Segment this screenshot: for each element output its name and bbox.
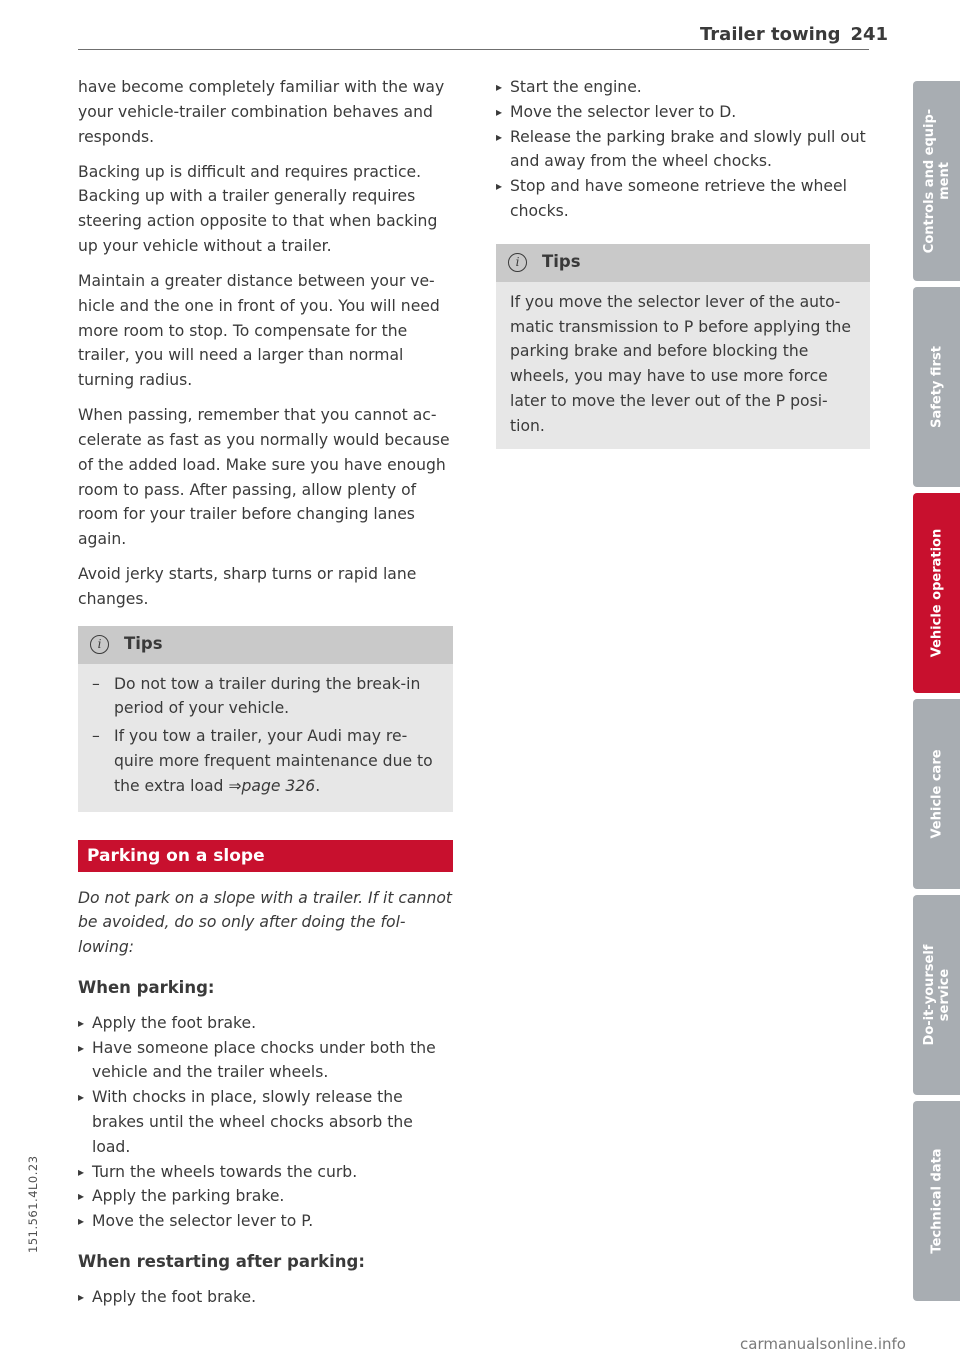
list-item: ▸ Start the engine. — [496, 75, 870, 100]
info-icon: i — [90, 635, 109, 654]
list-item: ▸ Apply the parking brake. — [78, 1184, 453, 1209]
tips-list — [92, 672, 439, 799]
restart-steps — [496, 75, 870, 224]
chapter-tab-label: Controls and equip- ment — [921, 108, 952, 254]
list-item: ▸ Release the parking brake and slowly pull out and away from the wheel chocks. — [496, 125, 870, 175]
chapter-tab-label: Technical data — [929, 1148, 944, 1254]
right-column — [496, 75, 870, 469]
chapter-tab-label: Vehicle care — [929, 749, 944, 839]
list-item: ▸ Have someone place chocks under both the vehicle and the trailer wheels. — [78, 1036, 453, 1086]
list-item: ▸ Apply the foot brake. — [78, 1285, 453, 1310]
page-ref-link[interactable]: page 326 — [241, 776, 316, 795]
document-code: 151.561.4L0.23 — [26, 1155, 40, 1253]
section-intro: Do not park on a slope with a trailer. If it cannot be avoided, do so only after doing the following: — [78, 888, 452, 957]
header-rule — [78, 49, 869, 50]
tips-item — [92, 672, 439, 722]
chapter-tab-vehicle-operation[interactable] — [913, 493, 960, 693]
chapter-tab-label: Safety first — [929, 346, 944, 428]
tips-item — [92, 724, 439, 798]
list-item: ▸ With chocks in place, slowly release the brakes until the wheel chocks absorb the load. — [78, 1085, 453, 1159]
tips-box — [496, 244, 870, 449]
tips-header — [78, 626, 453, 664]
restart-steps-left — [78, 1285, 453, 1310]
running-header-title: Trailer towing — [700, 24, 841, 45]
chapter-tab-safety[interactable] — [913, 287, 960, 487]
page-ref-arrow-icon: ⇒ — [228, 776, 242, 795]
parking-steps — [78, 1011, 453, 1234]
paragraph: have become completely familiar with the way your vehicle-trailer combination behaves and responds. — [78, 78, 445, 146]
paragraph: Backing up is difficult and requires practice. Backing up with a trailer generally requires steering action opposite to that when backing up your vehicle without a trailer. — [78, 162, 438, 255]
tips-title: Tips — [542, 252, 581, 272]
info-icon: i — [508, 253, 527, 272]
watermark: carmanualsonline.info — [740, 1335, 906, 1353]
chapter-tab-vehicle-care[interactable] — [913, 699, 960, 889]
subheading-when-restarting: When restarting after parking: — [78, 1252, 365, 1272]
tips-text: If you move the selector lever of the automatic transmission to P before applying the parking brake and before blocking the wheels, you may have to use more force later to move the lever out of the P position. — [510, 292, 851, 435]
section-heading: Parking on a slope — [78, 840, 453, 872]
paragraph: Maintain a greater distance between your vehicle and the one in front of you. You will need more room to stop. To compensate for the trailer, you will need a larger than normal turning radius. — [78, 271, 440, 390]
tips-title: Tips — [124, 634, 163, 654]
list-item: ▸ Move the selector lever to D. — [496, 100, 870, 125]
list-item: ▸ Move the selector lever to P. — [78, 1209, 453, 1234]
paragraph: When passing, remember that you cannot accelerate as fast as you normally would because of the added load. Make sure you have enough room to pass. After passing, allow plenty of room for your trailer before changing lanes again. — [78, 406, 450, 549]
list-item: ▸ Turn the wheels towards the curb. — [78, 1160, 453, 1185]
paragraph: Avoid jerky starts, sharp turns or rapid lane changes. — [78, 565, 417, 608]
left-column — [78, 75, 453, 1320]
tips-item-text: Do not tow a trailer during the break-in period of your vehicle. — [114, 674, 421, 718]
tips-header — [496, 244, 870, 282]
tips-body — [78, 664, 453, 799]
tips-box — [78, 626, 453, 812]
tips-item-text: If you tow a trailer, your Audi may require more frequent maintenance due to the extra load — [114, 727, 433, 795]
chapter-tab-controls[interactable] — [913, 81, 960, 281]
tips-body — [496, 282, 870, 439]
punctuation: . — [315, 776, 321, 795]
page-number: 241 — [850, 24, 889, 45]
running-header — [700, 24, 889, 45]
chapter-tab-label: Vehicle operation — [929, 528, 944, 658]
chapter-tab-label: Do-it-yourself service — [921, 944, 952, 1046]
chapter-tabs — [913, 81, 960, 1307]
subheading-when-parking: When parking: — [78, 978, 215, 998]
list-item: ▸ Stop and have someone retrieve the wheel chocks. — [496, 174, 870, 224]
chapter-tab-technical-data[interactable] — [913, 1101, 960, 1301]
list-item: ▸ Apply the foot brake. — [78, 1011, 453, 1036]
chapter-tab-do-it-yourself[interactable] — [913, 895, 960, 1095]
